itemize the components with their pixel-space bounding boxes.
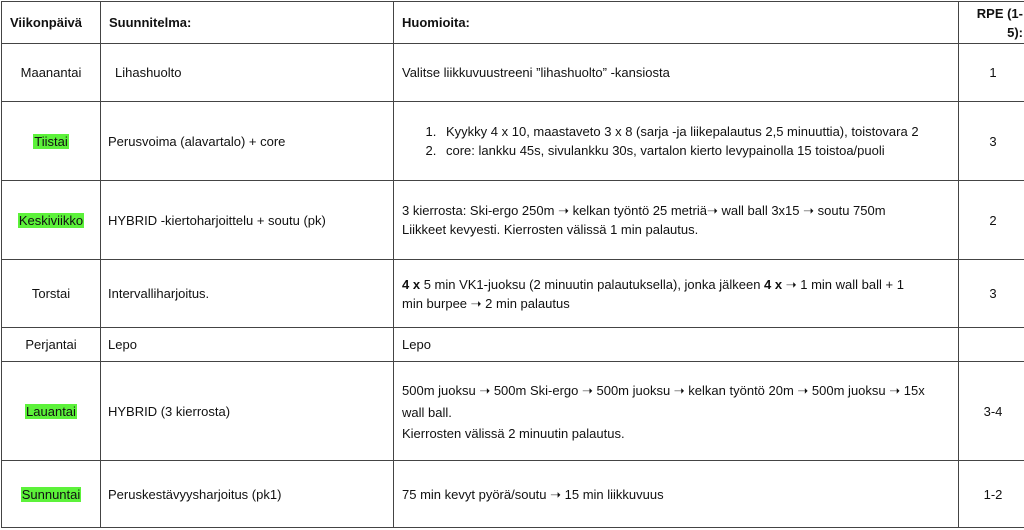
- day-label-highlighted: Tiistai: [34, 133, 68, 149]
- day-label: Perjantai: [25, 337, 77, 352]
- notes-cell: [394, 181, 959, 260]
- notes-cell: [394, 362, 959, 461]
- table-row-monday: [2, 44, 1024, 102]
- notes-rich-text: [402, 275, 912, 313]
- plan-cell: Lepo: [101, 328, 394, 362]
- plan-cell: HYBRID -kiertoharjoittelu + soutu (pk): [101, 181, 394, 260]
- notes-list: [402, 122, 950, 160]
- day-cell: [2, 461, 101, 528]
- day-cell: [2, 328, 101, 362]
- header-notes: Huomioita:: [394, 2, 959, 44]
- table-row-thursday: [2, 260, 1024, 328]
- notes-line: 3 kierrosta: Ski-ergo 250m ➝ kelkan työntö 25 metriä➝ wall ball 3x15 ➝ soutu 750m: [402, 203, 886, 218]
- bold-count: 4 x: [764, 276, 783, 292]
- table-row-tuesday: [2, 102, 1024, 181]
- day-cell: [2, 44, 101, 102]
- day-cell: [2, 362, 101, 461]
- bold-count: 4 x: [402, 276, 421, 292]
- day-cell: [2, 102, 101, 181]
- notes-cell: Lepo: [394, 328, 959, 362]
- rpe-cell: 1-2: [959, 461, 1024, 528]
- table-header-row: [2, 2, 1024, 44]
- notes-text: ➝ 1 min wall ball + 1 min burpee ➝ 2 min palautus: [402, 276, 904, 311]
- day-label-highlighted: Lauantai: [26, 403, 76, 419]
- header-plan: Suunnitelma:: [101, 2, 394, 44]
- notes-line: 500m juoksu ➝ 500m Ski-ergo ➝ 500m juoksu ➝ kelkan työntö 20m ➝ 500m juoksu ➝ 15x wall ball.: [402, 382, 925, 420]
- notes-cell: [394, 260, 959, 328]
- weekly-training-plan-table: [1, 1, 1024, 528]
- day-label-highlighted: Sunnuntai: [21, 486, 81, 502]
- rpe-cell: 1: [959, 44, 1024, 102]
- day-cell: [2, 181, 101, 260]
- table-row-wednesday: [2, 181, 1024, 260]
- day-label-highlighted: Keskiviikko: [18, 212, 84, 228]
- day-label: Maanantai: [20, 65, 82, 80]
- notes-text: 5 min VK1-juoksu (2 minuutin palautuksella), jonka jälkeen: [420, 276, 765, 292]
- rpe-cell: [959, 328, 1024, 362]
- plan-cell: Intervalliharjoitus.: [101, 260, 394, 328]
- plan-cell: Peruskestävyysharjoitus (pk1): [101, 461, 394, 528]
- rpe-cell: 3-4: [959, 362, 1024, 461]
- table-row-sunday: [2, 461, 1024, 528]
- day-label: Torstai: [31, 286, 71, 301]
- header-day: Viikonpäivä: [2, 2, 101, 44]
- notes-cell: 75 min kevyt pyörä/soutu ➝ 15 min liikkuvuus: [394, 461, 959, 528]
- rpe-cell: 2: [959, 181, 1024, 260]
- rpe-cell: 3: [959, 102, 1024, 181]
- plan-cell: HYBRID (3 kierrosta): [101, 362, 394, 461]
- header-rpe: RPE (1-5):: [959, 2, 1024, 44]
- notes-line: Liikkeet kevyesti. Kierrosten välissä 1 min palautus.: [402, 222, 699, 237]
- table-row-friday: [2, 328, 1024, 362]
- day-cell: [2, 260, 101, 328]
- table-row-saturday: [2, 362, 1024, 461]
- notes-cell: Valitse liikkuvuustreeni ”lihashuolto” -kansiosta: [394, 44, 959, 102]
- notes-list-item: 1. Kyykky 4 x 10, maastaveto 3 x 8 (sarja -ja liikepalautus 2,5 minuuttia), toistovara 2: [440, 122, 950, 141]
- notes-list-item: 2. core: lankku 45s, sivulankku 30s, vartalon kierto levypainolla 15 toistoa/puoli: [440, 141, 950, 160]
- rpe-cell: 3: [959, 260, 1024, 328]
- notes-line: Kierrosten välissä 2 minuutin palautus.: [402, 425, 625, 441]
- notes-cell: [394, 102, 959, 181]
- plan-cell: Lihashuolto: [101, 44, 394, 102]
- plan-cell: Perusvoima (alavartalo) + core: [101, 102, 394, 181]
